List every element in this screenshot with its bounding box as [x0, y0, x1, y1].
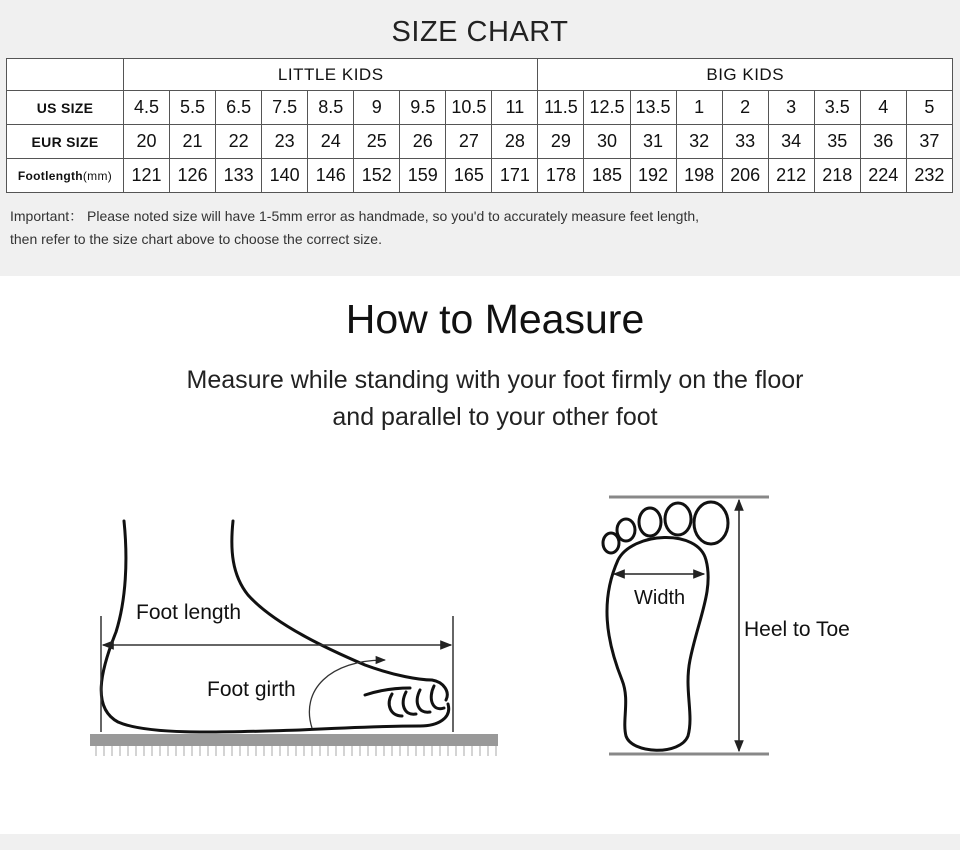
- us-size-cell: 4: [860, 91, 906, 125]
- note-line-2: then refer to the size chart above to choose the correct size.: [10, 231, 382, 247]
- us-size-cell: 10.5: [446, 91, 492, 125]
- footlength-cell: 212: [768, 159, 814, 193]
- footprint-icon: [603, 502, 728, 750]
- us-size-cell: 9: [354, 91, 400, 125]
- eur-size-row: [7, 125, 953, 159]
- us-size-cell: 3.5: [814, 91, 860, 125]
- us-size-cell: 5.5: [170, 91, 216, 125]
- eur-size-cell: 20: [124, 125, 170, 159]
- footlength-cell: 185: [584, 159, 630, 193]
- us-size-cell: 3: [768, 91, 814, 125]
- footlength-cell: 146: [308, 159, 354, 193]
- size-chart-table: [6, 58, 953, 193]
- eur-size-cell: 34: [768, 125, 814, 159]
- footlength-cell: 152: [354, 159, 400, 193]
- us-size-cell: 4.5: [124, 91, 170, 125]
- eur-size-cell: 25: [354, 125, 400, 159]
- foot-girth-label: Foot girth: [207, 678, 296, 701]
- footlength-cell: 171: [492, 159, 538, 193]
- eur-size-label: EUR SIZE: [7, 125, 124, 159]
- foot-length-label: Foot length: [136, 601, 242, 624]
- little-kids-header: LITTLE KIDS: [124, 59, 538, 91]
- eur-size-cell: 30: [584, 125, 630, 159]
- eur-size-cell: 36: [860, 125, 906, 159]
- size-chart-title: SIZE CHART: [391, 16, 569, 48]
- us-size-cell: 12.5: [584, 91, 630, 125]
- footlength-cell: 178: [538, 159, 584, 193]
- eur-size-cell: 31: [630, 125, 676, 159]
- us-size-cell: 2: [722, 91, 768, 125]
- footlength-cell: 133: [216, 159, 262, 193]
- group-header-row: [7, 59, 953, 91]
- instruction-line-2: and parallel to your other foot: [332, 403, 658, 431]
- measurement-illustration: [0, 460, 960, 800]
- corner-cell: [7, 59, 124, 91]
- us-size-cell: 11: [492, 91, 538, 125]
- heel-to-toe-label: Heel to Toe: [744, 618, 850, 641]
- footlength-cell: 218: [814, 159, 860, 193]
- us-size-cell: 5: [906, 91, 952, 125]
- us-size-row: [7, 91, 953, 125]
- us-size-cell: 9.5: [400, 91, 446, 125]
- us-size-cell: 13.5: [630, 91, 676, 125]
- footlength-cell: 206: [722, 159, 768, 193]
- footlength-cell: 126: [170, 159, 216, 193]
- eur-size-cell: 23: [262, 125, 308, 159]
- footlength-label: [7, 159, 124, 193]
- big-kids-header: BIG KIDS: [538, 59, 953, 91]
- footlength-cell: 165: [446, 159, 492, 193]
- eur-size-cell: 35: [814, 125, 860, 159]
- note-line-1: Important： Please noted size will have 1-5mm error as handmade, so you'd to accurately measure feet length,: [10, 208, 700, 224]
- us-size-cell: 11.5: [538, 91, 584, 125]
- us-size-cell: 1: [676, 91, 722, 125]
- footlength-cell: 192: [630, 159, 676, 193]
- footlength-row: [7, 159, 953, 193]
- footlength-cell: 224: [860, 159, 906, 193]
- foot-girth-arc: [309, 660, 385, 728]
- eur-size-cell: 24: [308, 125, 354, 159]
- eur-size-cell: 33: [722, 125, 768, 159]
- bottom-strip: [0, 834, 960, 850]
- instruction-line-1: Measure while standing with your foot firmly on the floor: [186, 366, 804, 394]
- footlength-unit: (mm): [82, 168, 113, 183]
- eur-size-cell: 27: [446, 125, 492, 159]
- footlength-cell: 232: [906, 159, 952, 193]
- us-size-cell: 8.5: [308, 91, 354, 125]
- us-size-label: US SIZE: [7, 91, 124, 125]
- footlength-cell: 140: [262, 159, 308, 193]
- us-size-cell: 7.5: [262, 91, 308, 125]
- footlength-cell: 198: [676, 159, 722, 193]
- footlength-cell: 121: [124, 159, 170, 193]
- eur-size-cell: 22: [216, 125, 262, 159]
- eur-size-cell: 21: [170, 125, 216, 159]
- width-label: Width: [634, 587, 686, 609]
- footlength-cell: 159: [400, 159, 446, 193]
- eur-size-cell: 28: [492, 125, 538, 159]
- eur-size-cell: 29: [538, 125, 584, 159]
- footlength-label-text: Footlength: [17, 168, 83, 183]
- us-size-cell: 6.5: [216, 91, 262, 125]
- eur-size-cell: 26: [400, 125, 446, 159]
- floor-icon: [90, 734, 498, 756]
- eur-size-cell: 37: [906, 125, 952, 159]
- how-to-measure-title: How to Measure: [345, 296, 645, 342]
- eur-size-cell: 32: [676, 125, 722, 159]
- important-note: [10, 205, 699, 251]
